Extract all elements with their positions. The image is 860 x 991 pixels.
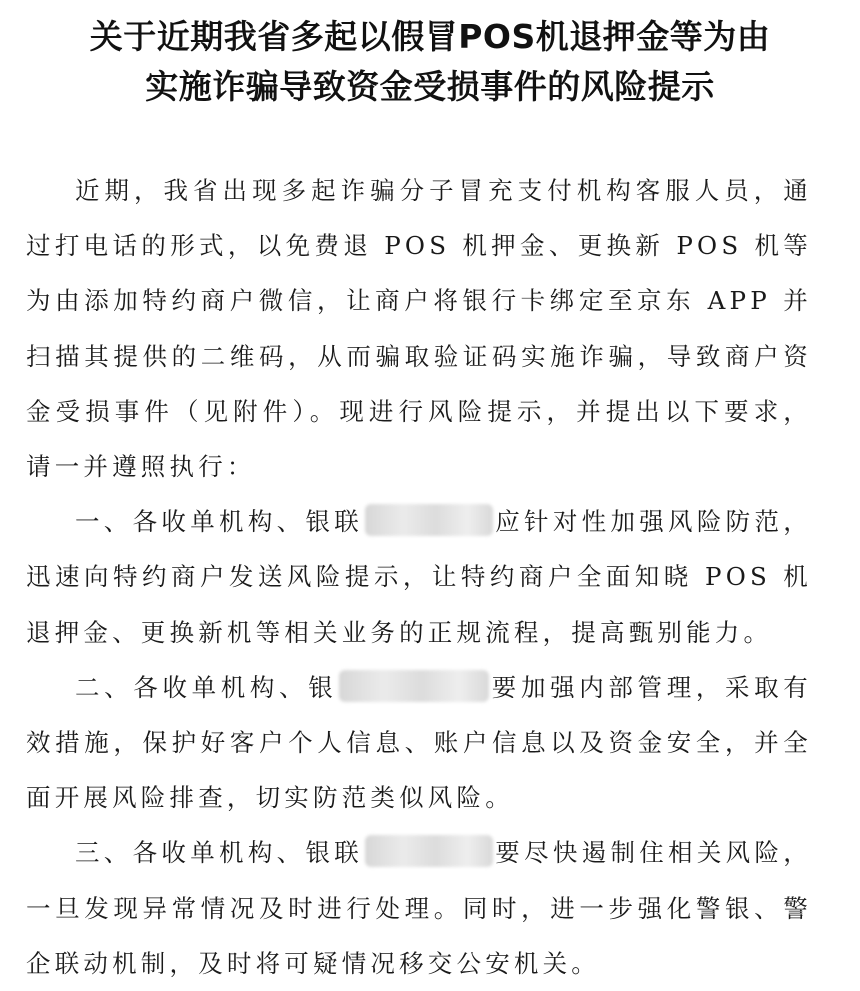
title-line-2: 实施诈骗导致资金受损事件的风险提示 — [145, 67, 715, 106]
requirement-item-3 — [26, 825, 812, 991]
redaction-blur — [365, 504, 493, 536]
title-line-1: 关于近期我省多起以假冒POS机退押金等为由 — [89, 17, 771, 56]
item-3-text-after: 要尽快遏制住相关风险，一旦发现异常情况及时进行处理。同时，进一步强化警银、警企联动机制，及时将可疑情况移交公安机关。 — [26, 838, 812, 978]
item-3-text-before: 三、各收单机构、银联 — [75, 838, 364, 868]
document-body — [26, 163, 812, 991]
document-title — [20, 12, 840, 112]
requirement-item-2 — [26, 660, 812, 826]
intro-paragraph: 近期，我省出现多起诈骗分子冒充支付机构客服人员，通过打电话的形式，以免费退 POS 机押金、更换新 POS 机等为由添加特约商户微信，让商户将银行卡绑定至京东 APP 并扫描其提供的二维码，从而骗取验证码实施诈骗，导致商户资金受损事件（见附件）。现进行风险提示，并提出以下要求，请一并遵照执行： — [26, 176, 812, 482]
item-2-text-before: 二、各收单机构、银 — [75, 672, 338, 702]
item-2-text-after: 要加强内部管理，采取有效措施，保护好客户个人信息、账户信息以及资金安全，并全面开展风险排查，切实防范类似风险。 — [26, 672, 812, 813]
redaction-blur — [365, 835, 493, 867]
item-1-text-after: 应针对性加强风险防范，迅速向特约商户发送风险提示，让特约商户全面知晓 POS 机退押金、更换新机等相关业务的正规流程，提高甄别能力。 — [26, 507, 812, 647]
redaction-blur — [339, 670, 489, 702]
requirement-item-1 — [26, 494, 812, 660]
item-1-text-before: 一、各收单机构、银联 — [75, 507, 364, 537]
